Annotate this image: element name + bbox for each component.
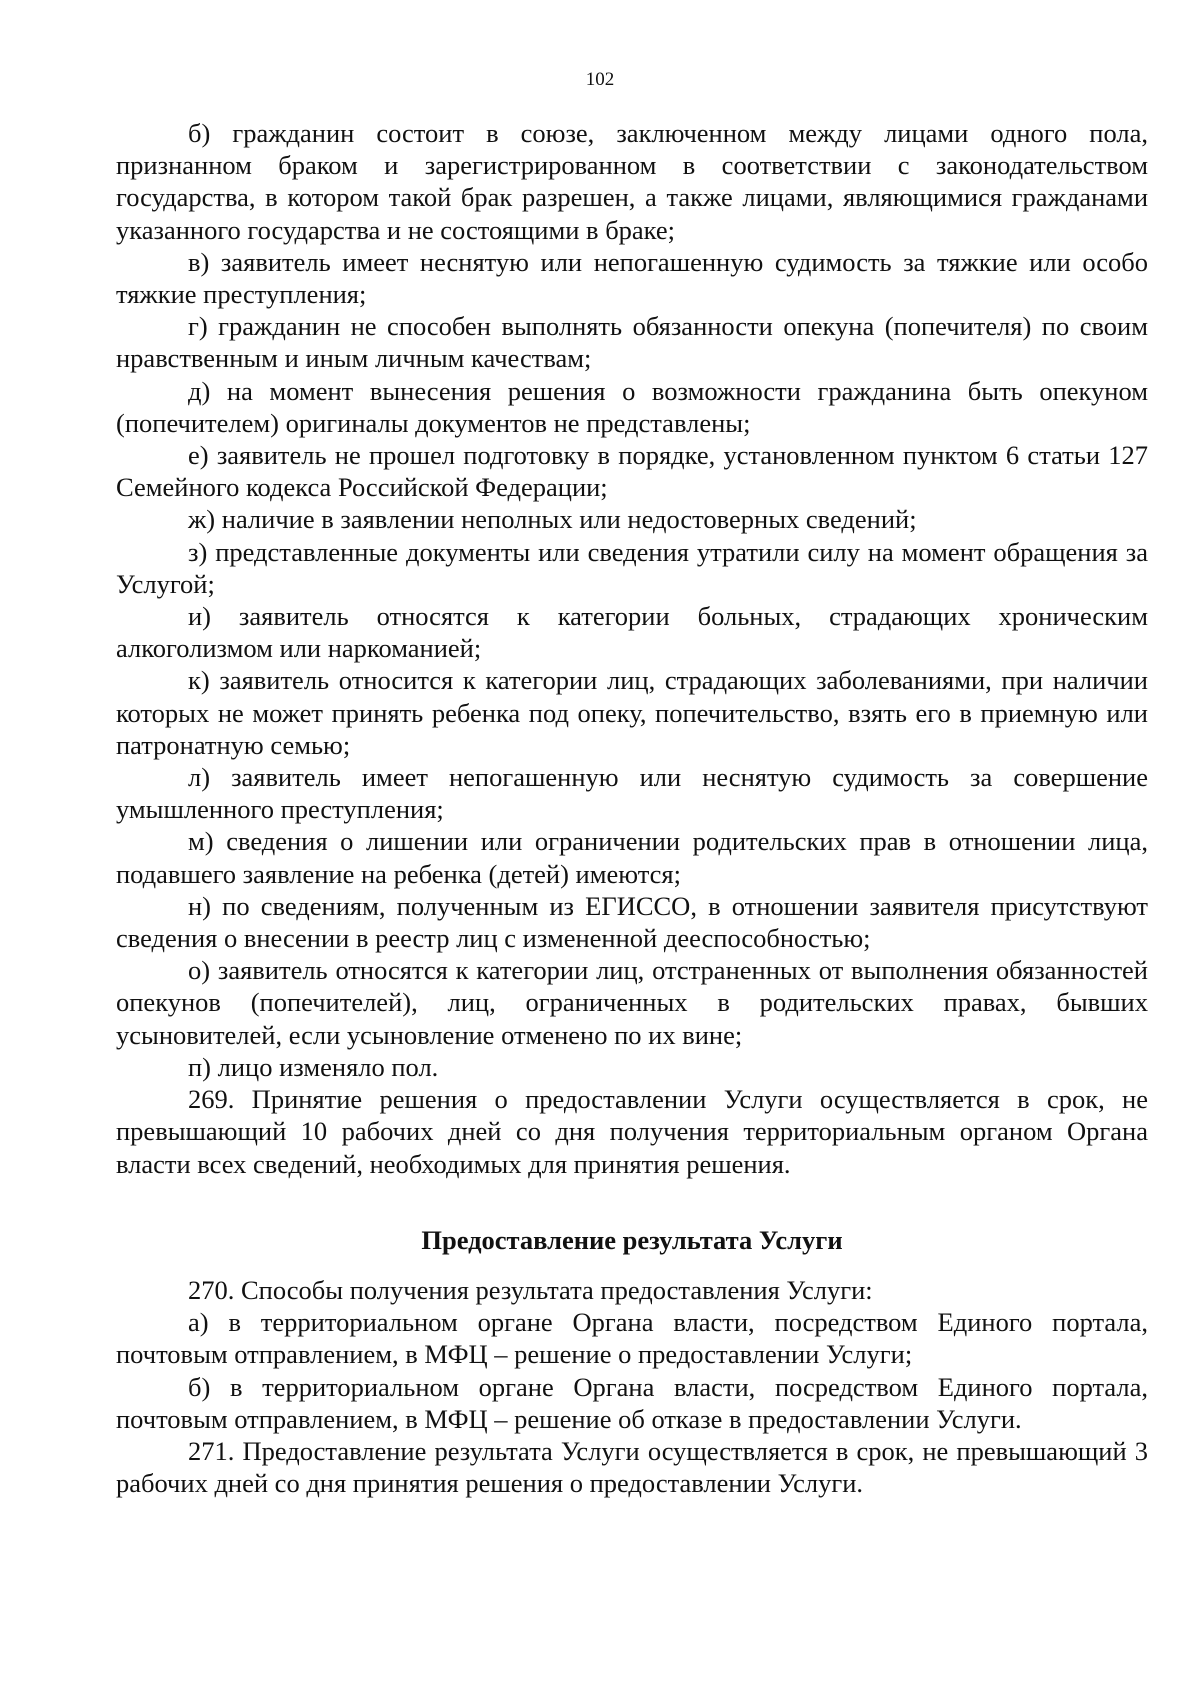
list-item-z: з) представленные документы или сведения утратили силу на момент обращения за Услугой; bbox=[116, 536, 1148, 599]
list-item-p: п) лицо изменяло пол. bbox=[188, 1051, 439, 1082]
list-item-d: д) на момент вынесения решения о возможности гражданина быть опекуном (попечителем) оригиналы документов не представлены; bbox=[116, 375, 1148, 438]
section-heading: Предоставление результата Услуги bbox=[421, 1224, 843, 1255]
page-number: 102 bbox=[585, 69, 615, 90]
list-item-zh: ж) наличие в заявлении неполных или недостоверных сведений; bbox=[188, 504, 917, 535]
list-item-m: м) сведения о лишении или ограничении родительских прав в отношении лица, подавшего заявление на ребенка (детей) имеются; bbox=[116, 826, 1148, 889]
list-item-k: к) заявитель относится к категории лиц, страдающих заболеваниями, при наличии которых не может принять ребенка под опеку, попечительство, взять его в приемную или патронатную семью; bbox=[116, 665, 1148, 760]
clause-270: 270. Способы получения результата предоставления Услуги: bbox=[188, 1274, 873, 1305]
list-item-v: в) заявитель имеет неснятую или непогашенную судимость за тяжкие или особо тяжкие преступления; bbox=[116, 246, 1148, 310]
list-item-b-result: б) в территориальном органе Органа власти, посредством Единого портала, почтовым отправлением, в МФЦ – решение об отказе в предоставлении Услуги. bbox=[116, 1371, 1148, 1434]
list-item-n: н) по сведениям, полученным из ЕГИССО, в отношении заявителя присутствуют сведения о внесении в реестр лиц с измененной дееспособностью; bbox=[116, 890, 1148, 954]
list-item-b: б) гражданин состоит в союзе, заключенном между лицами одного пола, признанном браком и зарегистрированном в соответствии с законодательством государства, в котором такой брак разрешен, а также лицами, являющимися гражданами указанного государства и не состоящими в браке; bbox=[116, 118, 1148, 245]
clause-269: 269. Принятие решения о предоставлении Услуги осуществляется в срок, не превышающий 10 рабочих дней со дня получения территориальным органом Органа власти всех сведений, необходимых для принятия решения. bbox=[116, 1084, 1148, 1179]
list-item-e: е) заявитель не прошел подготовку в порядке, установленном пунктом 6 статьи 127 Семейного кодекса Российской Федерации; bbox=[116, 440, 1148, 503]
list-item-i: и) заявитель относятся к категории больных, страдающих хроническим алкоголизмом или наркоманией; bbox=[116, 601, 1148, 664]
clause-271: 271. Предоставление результата Услуги осуществляется в срок, не превышающий 3 рабочих дней со дня принятия решения о предоставлении Услуги. bbox=[116, 1435, 1148, 1499]
list-item-l: л) заявитель имеет непогашенную или неснятую судимость за совершение умышленного преступления; bbox=[116, 762, 1148, 825]
document-body bbox=[116, 117, 1148, 1499]
list-item-a: а) в территориальном органе Органа власти, посредством Единого портала, почтовым отправлением, в МФЦ – решение о предоставлении Услуги; bbox=[116, 1307, 1148, 1370]
list-item-g: г) гражданин не способен выполнять обязанности опекуна (попечителя) по своим нравственным и иным личным качествам; bbox=[116, 311, 1148, 374]
list-item-o: о) заявитель относятся к категории лиц, отстраненных от выполнения обязанностей опекунов (попечителей), лиц, ограниченных в родительских правах, бывших усыновителей, если усыновление отменено по их вине; bbox=[116, 955, 1148, 1050]
